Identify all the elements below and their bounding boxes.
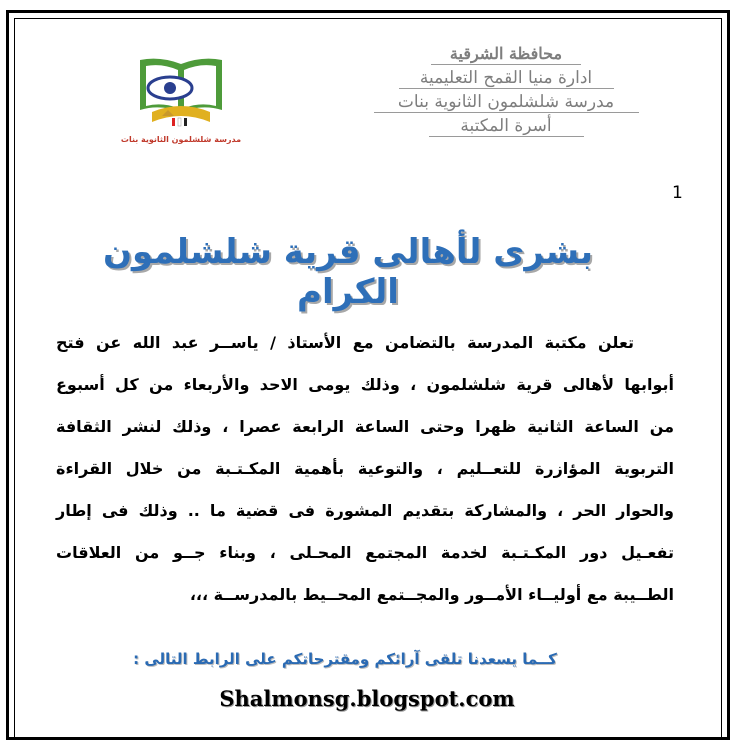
header-block: [336, 44, 676, 140]
invite-text: كــما يسعدنا تلقى آرائكم ومقترحاتكم على الرابط التالى :: [133, 650, 557, 668]
school-logo: [120, 48, 242, 150]
body-line: تعلن مكتبة المدرسة بالتضامن مع الأستاذ / ياســر عبد الله عن فتح: [56, 333, 634, 352]
logo-caption: مدرسة شلشلمون الثانوية بنات: [120, 135, 242, 144]
header-governorate: محافظة الشرقية: [431, 44, 581, 65]
body-line: تفعـيل دور المكـتـبة لخدمة المجتمع المحـلى ، وبناء جــو من العلاقات: [56, 543, 674, 562]
header-department: أسرة المكتبة: [429, 116, 584, 137]
page-number: 1: [672, 183, 683, 203]
headline: بشرى لأهالى قرية شلشلمون الكرام: [103, 232, 593, 312]
blog-link[interactable]: Shalmonsg.blogspot.com: [219, 686, 515, 711]
body-line: والحوار الحر ، والمشاركة بتقديم المشورة فى قضية ما .. وذلك فى إطار: [56, 501, 674, 520]
body-line: التربوية المؤازرة للتعــليم ، والتوعية بأهمية المكـتـبة من خلال القراءة: [56, 459, 674, 478]
header-school: مدرسة شلشلمون الثانوية بنات: [374, 92, 639, 113]
header-administration: ادارة منيا القمح التعليمية: [399, 68, 614, 89]
body-line: الطــيبة مع أوليــاء الأمــور والمجــتمع المحــيط بالمدرســة ،،،: [189, 585, 674, 604]
body-line: من الساعة الثانية ظهرا وحتى الساعة الرابعة عصرا ، وذلك لنشر الثقافة: [56, 417, 674, 436]
announcement-body: [56, 322, 674, 616]
body-line: أبوابها لأهالى قرية شلشلمون ، وذلك يومى الاحد والأربعاء من كل أسبوع: [56, 375, 674, 394]
